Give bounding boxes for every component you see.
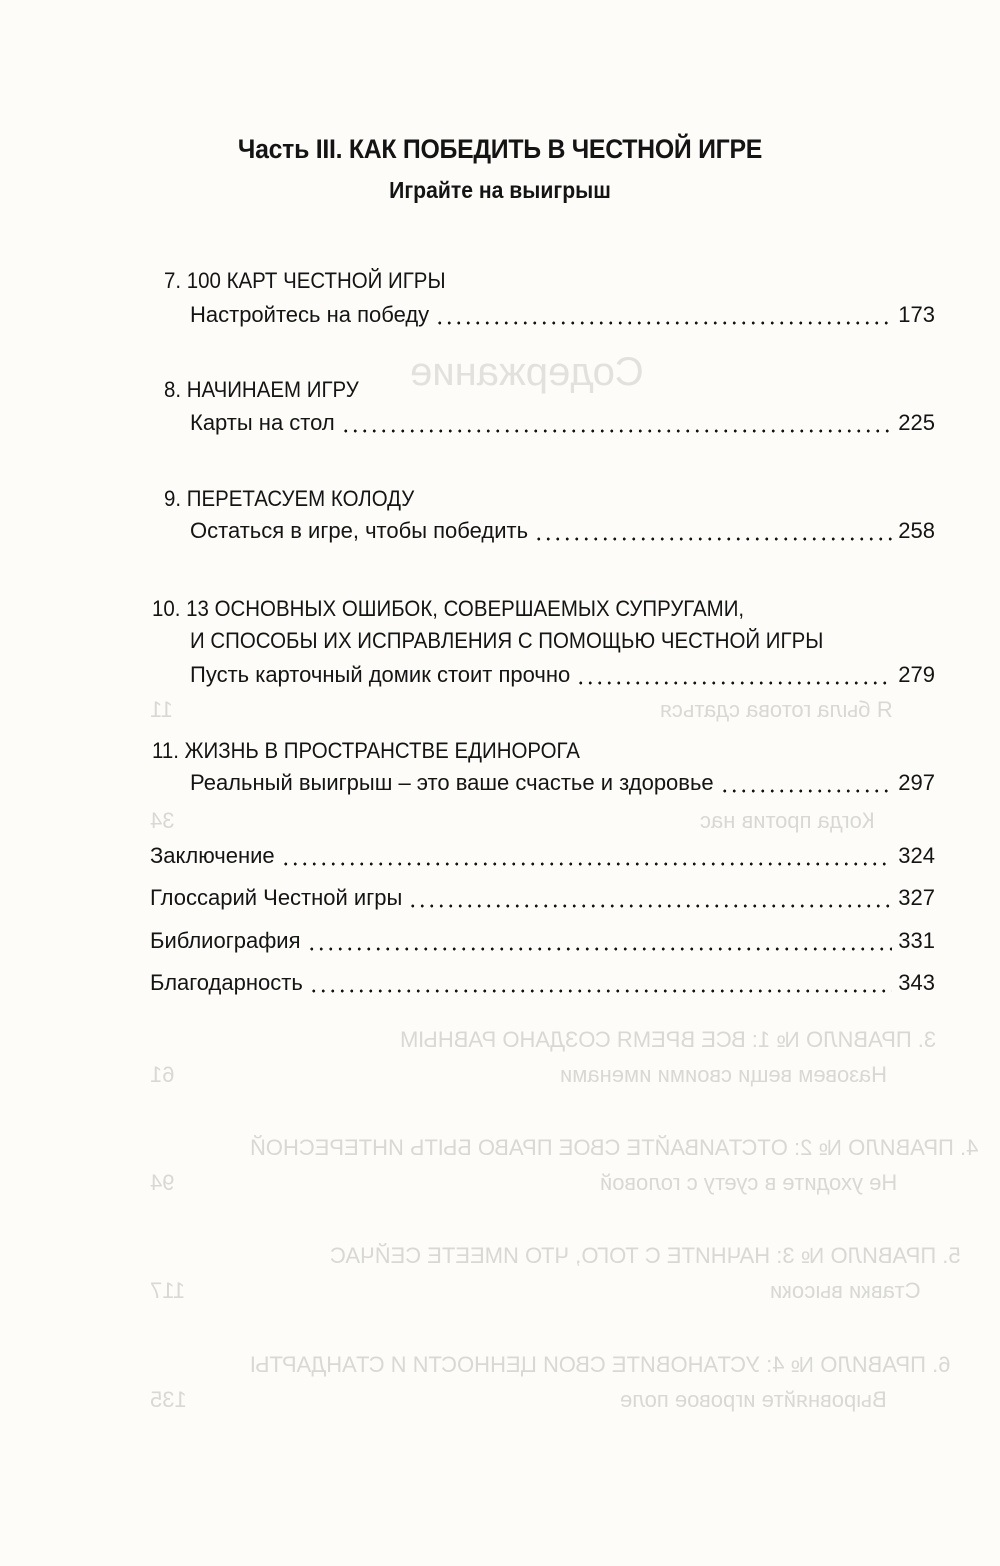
- toc-entry[interactable]: [190, 518, 935, 548]
- page-number: 343: [898, 970, 935, 995]
- toc-entry-acknowledgements[interactable]: [150, 970, 935, 1000]
- chapter-title: 13 ОСНОВНЫХ ОШИБОК, СОВЕРШАЕМЫХ СУПРУГАМИ,: [186, 596, 745, 621]
- toc-entry[interactable]: [190, 662, 935, 692]
- chapter-number: 11.: [152, 738, 179, 763]
- dot-leader: [309, 989, 892, 993]
- chapter-number: 9.: [164, 486, 182, 511]
- chapter-heading: [164, 377, 359, 403]
- bleed-line: 3. ПРАВИЛО № 1: ВСЕ ВРЕМЯ СОЗДАНО РАВНЫМ: [400, 1027, 937, 1052]
- bleed-page: 11: [150, 697, 173, 722]
- bleed-line: 4. ПРАВИЛО № 2: ОТСТАИВАЙТЕ СВОЕ ПРАВО БЫТЬ ИНТЕРЕСНОЙ: [250, 1135, 979, 1160]
- dot-leader: [534, 537, 892, 541]
- chapter-subtitle: Остаться в игре, чтобы победить: [190, 518, 529, 543]
- chapter-heading: [164, 486, 414, 512]
- bleed-line: 5. ПРАВИЛО № 3: НАЧНИТЕ С ТОГО, ЧТО ИМЕЕТЕ СЕЙЧАС: [330, 1243, 961, 1268]
- page-number: 258: [898, 518, 935, 543]
- page-number: 327: [898, 885, 935, 910]
- bleed-line: Назовем вещи своими именами: [560, 1062, 887, 1087]
- toc-entry[interactable]: [190, 410, 935, 440]
- dot-leader: [281, 862, 893, 866]
- page-number: 297: [898, 770, 935, 795]
- chapter-title: НАЧИНАЕМ ИГРУ: [186, 377, 359, 402]
- bleed-page: 34: [150, 808, 175, 833]
- page-number: 225: [898, 410, 935, 435]
- toc-entry-conclusion[interactable]: [150, 843, 935, 873]
- toc-entry[interactable]: [190, 302, 935, 332]
- chapter-title: ЖИЗНЬ В ПРОСТРАНСТВЕ ЕДИНОРОГА: [184, 738, 580, 763]
- chapter-title: 100 КАРТ ЧЕСТНОЙ ИГРЫ: [186, 268, 446, 293]
- chapter-number: 8.: [164, 377, 182, 402]
- bleed-heading: Содержание: [410, 350, 644, 394]
- toc-entry-bibliography[interactable]: [150, 928, 935, 958]
- bleed-line: Выровняйте игровое поле: [620, 1387, 887, 1412]
- chapter-heading: [152, 596, 744, 622]
- page-number: 331: [898, 928, 935, 953]
- page-number: 279: [898, 662, 935, 687]
- chapter-title-continued: И СПОСОБЫ ИХ ИСПРАВЛЕНИЯ С ПОМОЩЬЮ ЧЕСТНОЙ ИГРЫ: [190, 628, 824, 653]
- toc-entry[interactable]: [190, 770, 935, 800]
- part-title: Часть III. КАК ПОБЕДИТЬ В ЧЕСТНОЙ ИГРЕ: [237, 134, 763, 164]
- dot-leader: [307, 947, 893, 951]
- entry-title: Благодарность: [150, 970, 303, 995]
- bleed-line: Не уходите в суету с головой: [600, 1170, 898, 1195]
- chapter-heading: [152, 738, 580, 764]
- bleed-line: Я была готова сдаться: [660, 697, 893, 722]
- toc-entry-glossary[interactable]: [150, 885, 935, 915]
- page-number: 173: [898, 302, 935, 327]
- chapter-subtitle: Реальный выигрыш – это ваше счастье и здоровье: [190, 770, 714, 795]
- chapter-subtitle: Настройтесь на победу: [190, 302, 430, 327]
- bleed-line: Ставки высоки: [770, 1278, 921, 1303]
- dot-leader: [341, 429, 893, 433]
- bleed-page: 117: [150, 1278, 186, 1303]
- bleed-line: 6. ПРАВИЛО № 4: УСТАНОВИТЕ СВОИ ЦЕННОСТИ И СТАНДАРТЫ: [250, 1352, 951, 1377]
- dot-leader: [720, 789, 893, 793]
- entry-title: Заключение: [150, 843, 275, 868]
- chapter-title: ПЕРЕТАСУЕМ КОЛОДУ: [186, 486, 415, 511]
- chapter-subtitle: Пусть карточный домик стоит прочно: [190, 662, 571, 687]
- part-subtitle: Играйте на выигрыш: [389, 177, 611, 203]
- entry-title: Библиография: [150, 928, 301, 953]
- dot-leader: [408, 904, 892, 908]
- chapter-heading: [164, 268, 446, 294]
- bleed-page: 135: [150, 1387, 187, 1412]
- dot-leader: [435, 321, 892, 325]
- dot-leader: [576, 681, 892, 685]
- bleed-page: 61: [150, 1062, 175, 1087]
- bleed-line: Когда против нас: [700, 808, 875, 833]
- entry-title: Глоссарий Честной игры: [150, 885, 403, 910]
- chapter-number: 7.: [164, 268, 182, 293]
- chapter-subtitle: Карты на стол: [190, 410, 335, 435]
- page-number: 324: [898, 843, 935, 868]
- chapter-number: 10.: [152, 596, 181, 621]
- bleed-page: 94: [150, 1170, 175, 1195]
